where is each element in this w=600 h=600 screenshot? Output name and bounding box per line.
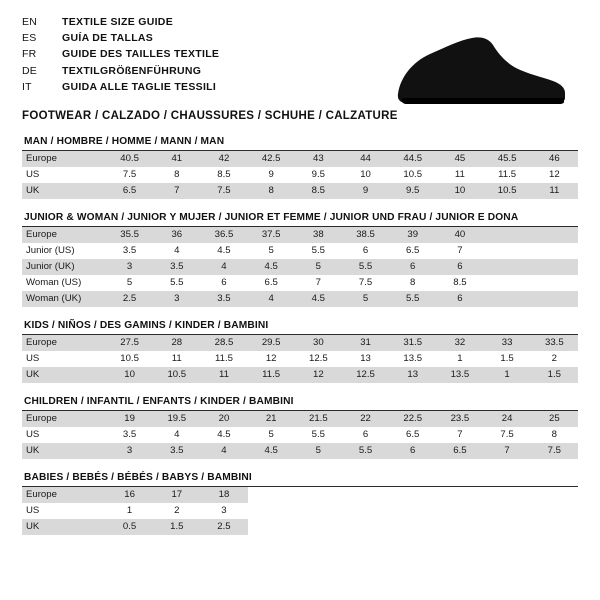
size-cell: 7.5 bbox=[531, 443, 578, 459]
size-cell: 9.5 bbox=[389, 183, 436, 199]
size-cell: 20 bbox=[200, 411, 247, 427]
section-title: KIDS / NIÑOS / DES GAMINS / KINDER / BAMBINI bbox=[24, 320, 269, 331]
language-title: TEXTILGRÖßENFÜHRUNG bbox=[62, 64, 202, 77]
size-cell: 11.5 bbox=[484, 167, 531, 183]
size-cell: 8 bbox=[531, 427, 578, 443]
size-cell: 41 bbox=[153, 151, 200, 167]
size-cell: 39 bbox=[389, 227, 436, 243]
table-row bbox=[22, 427, 578, 443]
table-row bbox=[22, 151, 578, 167]
size-cell: 31.5 bbox=[389, 335, 436, 351]
empty-cell bbox=[248, 519, 295, 535]
table-row bbox=[22, 367, 578, 383]
size-cell: 36 bbox=[153, 227, 200, 243]
row-label: US bbox=[22, 167, 106, 183]
section-title: BABIES / BEBÉS / BÉBÉS / BABYS / BAMBINI bbox=[24, 472, 252, 483]
size-cell: 28 bbox=[153, 335, 200, 351]
size-cell: 11.5 bbox=[248, 367, 295, 383]
language-title: GUIDA ALLE TAGLIE TESSILI bbox=[62, 81, 217, 94]
size-cell: 43 bbox=[295, 151, 342, 167]
size-cell: 5.5 bbox=[389, 291, 436, 307]
size-cell: 10 bbox=[342, 167, 389, 183]
size-cell: 8.5 bbox=[436, 275, 483, 291]
size-cell: 6.5 bbox=[389, 427, 436, 443]
size-cell: 17 bbox=[153, 487, 200, 503]
empty-cell bbox=[484, 227, 531, 243]
table-row bbox=[22, 227, 578, 243]
size-cell: 3.5 bbox=[200, 291, 247, 307]
size-cell: 11 bbox=[200, 367, 247, 383]
size-cell: 5 bbox=[248, 427, 295, 443]
size-cell: 9 bbox=[342, 183, 389, 199]
language-code: FR bbox=[22, 48, 37, 61]
size-cell: 32 bbox=[436, 335, 483, 351]
size-cell: 9.5 bbox=[295, 167, 342, 183]
language-code: IT bbox=[22, 81, 32, 94]
size-cell: 8 bbox=[248, 183, 295, 199]
size-section bbox=[22, 320, 578, 383]
size-cell: 4 bbox=[153, 243, 200, 259]
empty-cell bbox=[389, 519, 436, 535]
empty-cell bbox=[342, 503, 389, 519]
row-label: Europe bbox=[22, 335, 106, 351]
empty-cell bbox=[389, 503, 436, 519]
row-label: Europe bbox=[22, 227, 106, 243]
size-cell: 1.5 bbox=[153, 519, 200, 535]
size-cell: 1.5 bbox=[484, 351, 531, 367]
row-label: Europe bbox=[22, 487, 106, 503]
empty-cell bbox=[484, 503, 531, 519]
size-cell: 7 bbox=[436, 243, 483, 259]
empty-cell bbox=[436, 519, 483, 535]
row-label: UK bbox=[22, 519, 106, 535]
language-title: GUÍA DE TALLAS bbox=[62, 31, 154, 44]
size-cell: 37.5 bbox=[248, 227, 295, 243]
size-cell: 6 bbox=[342, 427, 389, 443]
table-row bbox=[22, 351, 578, 367]
size-table bbox=[22, 151, 578, 199]
table-row bbox=[22, 519, 578, 535]
size-cell: 12.5 bbox=[342, 367, 389, 383]
size-cell: 23.5 bbox=[436, 411, 483, 427]
language-title-list bbox=[22, 14, 219, 96]
size-cell: 1 bbox=[484, 367, 531, 383]
section-title: JUNIOR & WOMAN / JUNIOR Y MUJER / JUNIOR ET FEMME / JUNIOR UND FRAU / JUNIOR E DONA bbox=[24, 212, 519, 223]
size-cell: 2 bbox=[153, 503, 200, 519]
size-cell: 3 bbox=[106, 443, 153, 459]
size-cell: 12 bbox=[248, 351, 295, 367]
size-cell: 8 bbox=[389, 275, 436, 291]
row-label: Junior (UK) bbox=[22, 259, 106, 275]
section-title: CHILDREN / INFANTIL / ENFANTS / KINDER / BAMBINI bbox=[24, 396, 294, 407]
size-cell: 22 bbox=[342, 411, 389, 427]
size-cell: 21.5 bbox=[295, 411, 342, 427]
size-cell: 10 bbox=[436, 183, 483, 199]
empty-cell bbox=[389, 487, 436, 503]
size-cell: 42 bbox=[200, 151, 247, 167]
size-cell: 8.5 bbox=[200, 167, 247, 183]
size-cell: 8 bbox=[153, 167, 200, 183]
size-tables bbox=[22, 136, 578, 535]
empty-cell bbox=[436, 487, 483, 503]
size-cell: 6 bbox=[389, 443, 436, 459]
language-title: GUIDE DES TAILLES TEXTILE bbox=[62, 48, 220, 61]
size-cell: 4 bbox=[200, 443, 247, 459]
size-cell: 11 bbox=[531, 183, 578, 199]
size-cell: 3.5 bbox=[106, 243, 153, 259]
size-cell: 22.5 bbox=[389, 411, 436, 427]
empty-cell bbox=[531, 259, 578, 275]
size-cell: 10.5 bbox=[389, 167, 436, 183]
row-label: US bbox=[22, 351, 106, 367]
size-cell: 5.5 bbox=[295, 243, 342, 259]
size-cell: 6 bbox=[200, 275, 247, 291]
table-row bbox=[22, 503, 578, 519]
size-cell: 6 bbox=[342, 243, 389, 259]
size-cell: 12.5 bbox=[295, 351, 342, 367]
size-cell: 4.5 bbox=[248, 259, 295, 275]
row-label: Europe bbox=[22, 151, 106, 167]
size-cell: 31 bbox=[342, 335, 389, 351]
size-section bbox=[22, 472, 578, 535]
size-cell: 4.5 bbox=[200, 243, 247, 259]
size-section bbox=[22, 396, 578, 459]
size-cell: 44.5 bbox=[389, 151, 436, 167]
size-cell: 5 bbox=[295, 259, 342, 275]
empty-cell bbox=[531, 487, 578, 503]
size-cell: 7 bbox=[295, 275, 342, 291]
size-cell: 3.5 bbox=[106, 427, 153, 443]
size-cell: 45 bbox=[436, 151, 483, 167]
size-cell: 11.5 bbox=[200, 351, 247, 367]
row-label: Woman (US) bbox=[22, 275, 106, 291]
table-row bbox=[22, 411, 578, 427]
table-row bbox=[22, 443, 578, 459]
size-cell: 33 bbox=[484, 335, 531, 351]
empty-cell bbox=[248, 487, 295, 503]
size-cell: 8.5 bbox=[295, 183, 342, 199]
language-code: EN bbox=[22, 15, 37, 28]
empty-cell bbox=[531, 227, 578, 243]
row-label: Europe bbox=[22, 411, 106, 427]
size-cell: 6 bbox=[389, 259, 436, 275]
size-cell: 7.5 bbox=[484, 427, 531, 443]
size-cell: 24 bbox=[484, 411, 531, 427]
size-cell: 30 bbox=[295, 335, 342, 351]
size-cell: 25 bbox=[531, 411, 578, 427]
size-cell: 28.5 bbox=[200, 335, 247, 351]
size-cell: 13 bbox=[389, 367, 436, 383]
row-label: Junior (US) bbox=[22, 243, 106, 259]
table-row bbox=[22, 243, 578, 259]
size-table bbox=[22, 487, 578, 535]
size-cell: 5 bbox=[248, 243, 295, 259]
size-cell: 5 bbox=[342, 291, 389, 307]
size-cell: 5.5 bbox=[342, 443, 389, 459]
table-row bbox=[22, 183, 578, 199]
empty-cell bbox=[436, 503, 483, 519]
row-label: Woman (UK) bbox=[22, 291, 106, 307]
size-section bbox=[22, 212, 578, 307]
table-row bbox=[22, 259, 578, 275]
size-cell: 12 bbox=[295, 367, 342, 383]
language-row bbox=[22, 80, 219, 96]
size-cell: 11 bbox=[153, 351, 200, 367]
size-cell: 10.5 bbox=[106, 351, 153, 367]
size-section bbox=[22, 136, 578, 199]
size-cell: 6.5 bbox=[106, 183, 153, 199]
size-cell: 13.5 bbox=[436, 367, 483, 383]
category-line: FOOTWEAR / CALZADO / CHAUSSURES / SCHUHE / CALZATURE bbox=[22, 110, 398, 123]
language-row bbox=[22, 30, 219, 46]
size-table bbox=[22, 227, 578, 307]
size-cell: 2 bbox=[531, 351, 578, 367]
size-cell: 44 bbox=[342, 151, 389, 167]
size-cell: 3 bbox=[153, 291, 200, 307]
size-cell: 6 bbox=[436, 259, 483, 275]
size-cell: 4.5 bbox=[248, 443, 295, 459]
size-cell: 5.5 bbox=[153, 275, 200, 291]
empty-cell bbox=[248, 503, 295, 519]
size-cell: 33.5 bbox=[531, 335, 578, 351]
size-cell: 40.5 bbox=[106, 151, 153, 167]
section-title: MAN / HOMBRE / HOMME / MANN / MAN bbox=[24, 136, 225, 147]
size-cell: 7 bbox=[436, 427, 483, 443]
empty-cell bbox=[295, 503, 342, 519]
size-cell: 12 bbox=[531, 167, 578, 183]
size-cell: 10.5 bbox=[153, 367, 200, 383]
empty-cell bbox=[342, 487, 389, 503]
size-cell: 13 bbox=[342, 351, 389, 367]
empty-cell bbox=[484, 487, 531, 503]
dress-shoe-icon bbox=[390, 32, 570, 110]
table-row bbox=[22, 167, 578, 183]
empty-cell bbox=[484, 519, 531, 535]
size-cell: 46 bbox=[531, 151, 578, 167]
size-cell: 38 bbox=[295, 227, 342, 243]
size-cell: 11 bbox=[436, 167, 483, 183]
size-cell: 5 bbox=[295, 443, 342, 459]
empty-cell bbox=[531, 243, 578, 259]
size-cell: 3.5 bbox=[153, 259, 200, 275]
table-row bbox=[22, 487, 578, 503]
size-cell: 4 bbox=[153, 427, 200, 443]
row-label: UK bbox=[22, 443, 106, 459]
empty-cell bbox=[531, 275, 578, 291]
empty-cell bbox=[295, 519, 342, 535]
size-cell: 7 bbox=[153, 183, 200, 199]
language-code: DE bbox=[22, 64, 37, 77]
size-cell: 6.5 bbox=[389, 243, 436, 259]
row-label: US bbox=[22, 503, 106, 519]
size-cell: 19.5 bbox=[153, 411, 200, 427]
empty-cell bbox=[531, 503, 578, 519]
size-cell: 1.5 bbox=[531, 367, 578, 383]
size-cell: 36.5 bbox=[200, 227, 247, 243]
size-cell: 3.5 bbox=[153, 443, 200, 459]
size-table bbox=[22, 335, 578, 383]
language-row bbox=[22, 14, 219, 30]
empty-cell bbox=[295, 487, 342, 503]
size-cell: 13.5 bbox=[389, 351, 436, 367]
size-cell: 6.5 bbox=[436, 443, 483, 459]
language-title: TEXTILE SIZE GUIDE bbox=[62, 15, 173, 28]
size-cell: 7 bbox=[484, 443, 531, 459]
size-cell: 21 bbox=[248, 411, 295, 427]
size-cell: 5.5 bbox=[295, 427, 342, 443]
size-cell: 4 bbox=[248, 291, 295, 307]
size-cell: 10 bbox=[106, 367, 153, 383]
size-cell: 0.5 bbox=[106, 519, 153, 535]
empty-cell bbox=[484, 275, 531, 291]
size-cell: 38.5 bbox=[342, 227, 389, 243]
size-cell: 35.5 bbox=[106, 227, 153, 243]
size-cell: 1 bbox=[436, 351, 483, 367]
size-cell: 9 bbox=[248, 167, 295, 183]
size-cell: 4 bbox=[200, 259, 247, 275]
empty-cell bbox=[484, 291, 531, 307]
size-cell: 4.5 bbox=[295, 291, 342, 307]
table-row bbox=[22, 291, 578, 307]
size-cell: 4.5 bbox=[200, 427, 247, 443]
size-cell: 6 bbox=[436, 291, 483, 307]
size-cell: 19 bbox=[106, 411, 153, 427]
size-cell: 7.5 bbox=[342, 275, 389, 291]
size-cell: 40 bbox=[436, 227, 483, 243]
size-cell: 3 bbox=[200, 503, 247, 519]
size-cell: 16 bbox=[106, 487, 153, 503]
size-cell: 29.5 bbox=[248, 335, 295, 351]
empty-cell bbox=[484, 259, 531, 275]
size-cell: 7.5 bbox=[106, 167, 153, 183]
size-cell: 5.5 bbox=[342, 259, 389, 275]
language-code: ES bbox=[22, 31, 37, 44]
table-row bbox=[22, 335, 578, 351]
empty-cell bbox=[531, 291, 578, 307]
table-row bbox=[22, 275, 578, 291]
row-label: US bbox=[22, 427, 106, 443]
row-label: UK bbox=[22, 183, 106, 199]
size-cell: 45.5 bbox=[484, 151, 531, 167]
size-cell: 5 bbox=[106, 275, 153, 291]
size-cell: 18 bbox=[200, 487, 247, 503]
size-cell: 10.5 bbox=[484, 183, 531, 199]
language-row bbox=[22, 63, 219, 79]
size-table bbox=[22, 411, 578, 459]
size-cell: 2.5 bbox=[200, 519, 247, 535]
language-row bbox=[22, 47, 219, 63]
empty-cell bbox=[342, 519, 389, 535]
size-cell: 1 bbox=[106, 503, 153, 519]
size-cell: 7.5 bbox=[200, 183, 247, 199]
size-cell: 2.5 bbox=[106, 291, 153, 307]
empty-cell bbox=[531, 519, 578, 535]
size-cell: 42.5 bbox=[248, 151, 295, 167]
size-cell: 27.5 bbox=[106, 335, 153, 351]
document-header bbox=[22, 14, 578, 123]
size-cell: 6.5 bbox=[248, 275, 295, 291]
row-label: UK bbox=[22, 367, 106, 383]
size-cell: 3 bbox=[106, 259, 153, 275]
empty-cell bbox=[484, 243, 531, 259]
